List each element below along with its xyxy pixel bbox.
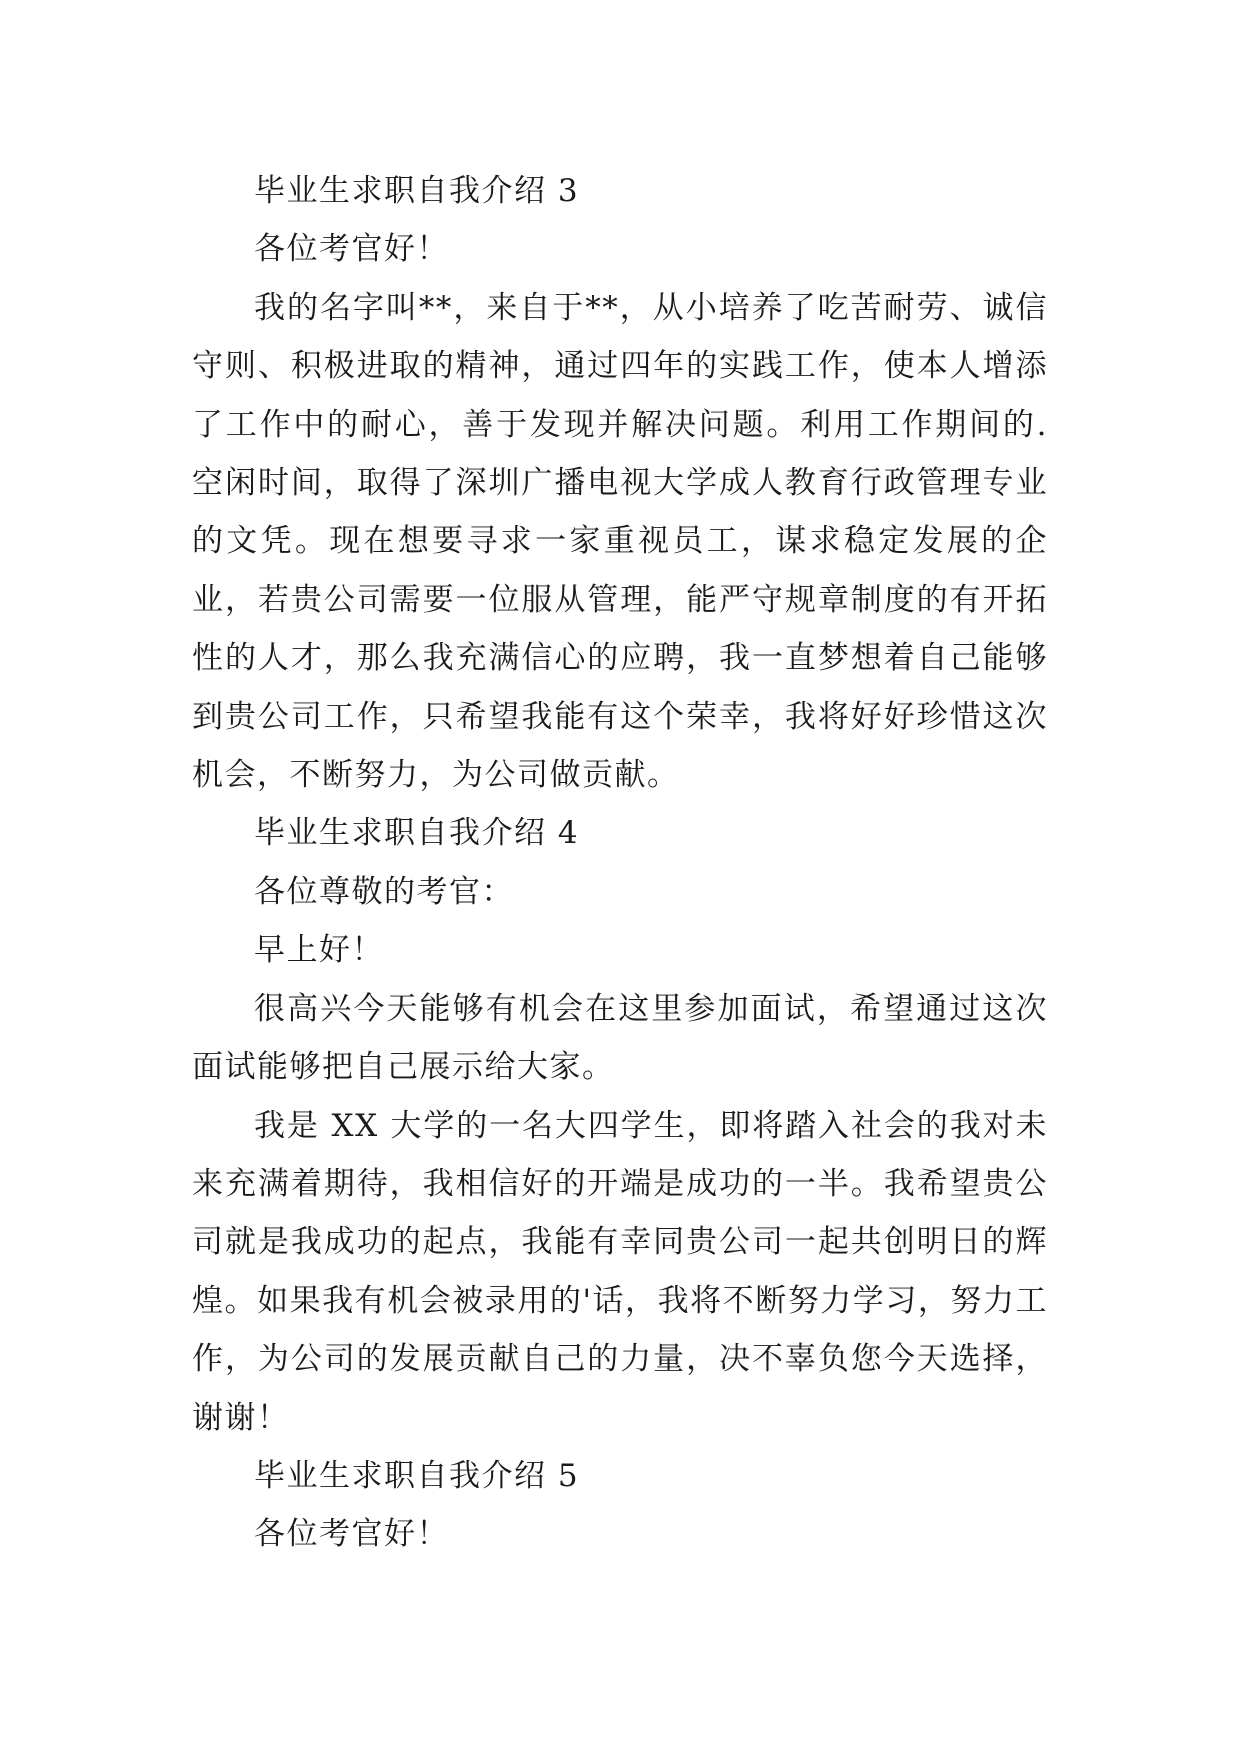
body-paragraph: 我是 XX 大学的一名大四学生，即将踏入社会的我对未来充满着期待，我相信好的开端是成功的一半。我希望贵公司就是我成功的起点，我能有幸同贵公司一起共创明日的辉煌。如果我有机会被录用的'话，我将不断努力学习，努力工作，为公司的发展贡献自己的力量，决不辜负您今天选择，谢谢！ [192, 1107, 1048, 1436]
greeting-paragraph: 各位考官好！ [254, 1516, 449, 1553]
document-page [192, 162, 1048, 1564]
section-heading-3: 毕业生求职自我介绍 3 [254, 173, 580, 209]
section-heading-5: 毕业生求职自我介绍 5 [254, 1457, 580, 1494]
greeting-paragraph: 各位考官好！ [254, 231, 449, 268]
section-heading-4: 毕业生求职自我介绍 4 [254, 815, 580, 852]
body-paragraph: 很高兴今天能够有机会在这里参加面试，希望通过这次面试能够把自己展示给大家。 [192, 990, 1048, 1086]
body-paragraph: 我的名字叫**，来自于**，从小培养了吃苦耐劳、诚信守则、积极进取的精神，通过四年的实践工作，使本人增添了工作中的耐心，善于发现并解决问题。利用工作期间的.空闲时间，取得了深圳广播电视大学成人教育行政管理专业的文凭。现在想要寻求一家重视员工，谋求稳定发展的企业，若贵公司需要一位服从管理，能严守规章制度的有开拓性的人才，那么我充满信心的应聘，我一直梦想着自己能够到贵公司工作，只希望我能有这个荣幸，我将好好珍惜这次机会，不断努力，为公司做贡献。 [192, 289, 1048, 794]
greeting-paragraph: 早上好！ [254, 932, 384, 969]
greeting-paragraph: 各位尊敬的考官： [254, 873, 514, 910]
